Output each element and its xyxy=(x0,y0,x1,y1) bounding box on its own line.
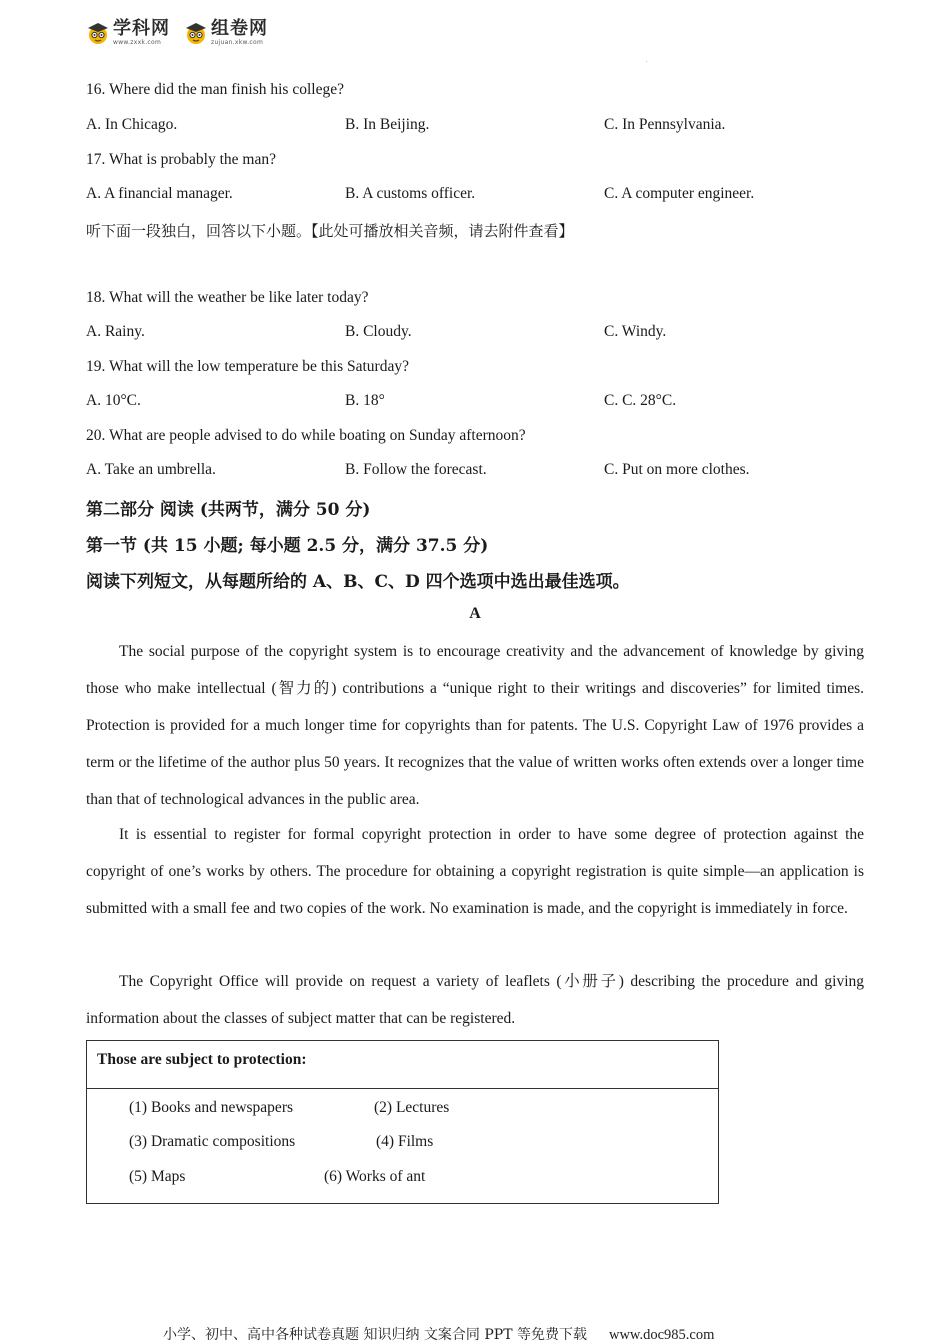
q19-option-c: C. C. 28°C. xyxy=(604,392,677,409)
q16-option-c: C. In Pennsylvania. xyxy=(604,116,726,133)
section-subtitle: 第一节 (共 15 小题; 每小题 2.5 分，满分 37.5 分) xyxy=(86,536,489,556)
reading-instruction: 阅读下列短文，从每题所给的 A、B、C、D 四个选项中选出最佳选项。 xyxy=(86,572,630,592)
q17-option-b: B. A customs officer. xyxy=(345,185,476,202)
q18-option-a: A. Rainy. xyxy=(86,323,145,340)
zxxk-logo[interactable] xyxy=(86,20,170,46)
footer xyxy=(163,1324,714,1344)
protection-item-5: (5) Maps xyxy=(129,1168,186,1185)
q16-option-a: A. In Chicago. xyxy=(86,116,178,133)
protection-item-4: (4) Films xyxy=(376,1133,434,1150)
protection-item-3: (3) Dramatic compositions xyxy=(129,1133,296,1150)
q16-option-b: B. In Beijing. xyxy=(345,116,430,133)
zujuan-logo[interactable] xyxy=(184,20,268,46)
paragraph-3: The Copyright Office will provide on request a variety of leaflets (小册子) describing the procedure and giving information about the classes of subject matter that can be registered. xyxy=(86,973,864,1027)
q18-option-c: C. Windy. xyxy=(604,323,667,340)
scholar-cap-icon xyxy=(86,21,110,45)
question-17: 17. What is probably the man? xyxy=(86,151,276,168)
footer-url[interactable]: www.doc985.com xyxy=(608,1327,715,1343)
header-logos xyxy=(86,16,268,50)
q17-option-c: C. A computer engineer. xyxy=(604,185,755,202)
logo1-title: 学科网 xyxy=(113,18,170,39)
question-16: 16. Where did the man finish his college? xyxy=(86,81,344,98)
footer-text: 小学、初中、高中各种试卷真题 知识归纳 文案合同 PPT 等免费下载 xyxy=(163,1327,587,1343)
q17-option-a: A. A financial manager. xyxy=(86,185,233,202)
corner-mark: . xyxy=(646,58,648,64)
passage-label: A xyxy=(469,605,481,622)
q19-option-b: B. 18° xyxy=(345,392,385,409)
protection-table-heading: Those are subject to protection: xyxy=(87,1041,718,1089)
logo2-url: zujuan.xkw.com xyxy=(211,39,264,46)
q18-option-b: B. Cloudy. xyxy=(345,323,412,340)
protection-item-2: (2) Lectures xyxy=(374,1099,450,1116)
paragraph-2: It is essential to register for formal copyright protection in order to have some degree of protection against the copyright of one’s works by others. The procedure for obtaining a copyright registration is quite simple—an application is submitted with a small fee and two copies of the work. No examination is made, and the copyright is immediately in force. xyxy=(86,826,864,917)
protection-table xyxy=(86,1040,719,1204)
question-20: 20. What are people advised to do while boating on Sunday afternoon? xyxy=(86,427,526,444)
q20-option-b: B. Follow the forecast. xyxy=(345,461,487,478)
logo2-title: 组卷网 xyxy=(211,18,268,39)
question-18: 18. What will the weather be like later today? xyxy=(86,289,369,306)
q19-option-a: A. 10°C. xyxy=(86,392,141,409)
protection-item-1: (1) Books and newspapers xyxy=(129,1099,294,1116)
paragraph-1: The social purpose of the copyright system is to encourage creativity and the advancement of knowledge by giving those who make intellectual (智力的) contributions a “unique right to their writings and discoveries” for limited times. Protection is provided for a much longer time for copyrights than for patents. The U.S. Copyright Law of 1976 provides a term or the lifetime of the author plus 50 years. It recognizes that the value of written works often extends over a longer time than that of technological advances in the public area. xyxy=(86,643,864,808)
part-title: 第二部分 阅读 (共两节，满分 50 分) xyxy=(86,500,371,520)
q20-option-a: A. Take an umbrella. xyxy=(86,461,216,478)
scholar-cap-icon xyxy=(184,21,208,45)
q20-option-c: C. Put on more clothes. xyxy=(604,461,750,478)
protection-item-6: (6) Works of ant xyxy=(324,1168,426,1185)
question-19: 19. What will the low temperature be this Saturday? xyxy=(86,358,409,375)
logo1-url: www.zxxk.com xyxy=(113,39,162,46)
monologue-instruction: 听下面一段独白，回答以下小题。【此处可播放相关音频，请去附件查看】 xyxy=(86,222,574,240)
